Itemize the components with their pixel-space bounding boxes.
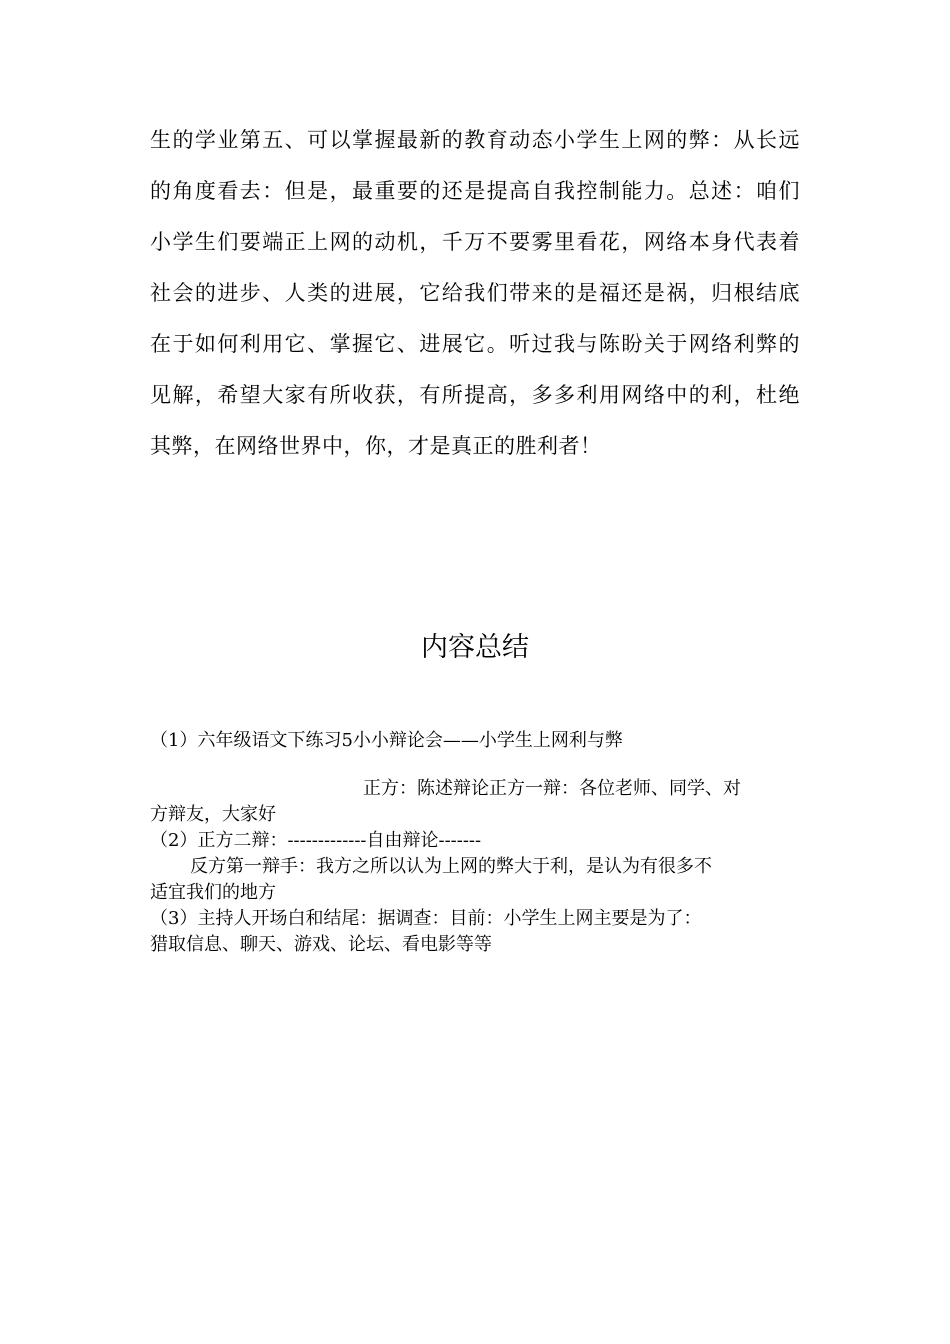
summary-item-2-detail: 反方第一辩手：我方之所以认为上网的弊大于利，是认为有很多不: [190, 856, 712, 877]
summary-item-3: （3）主持人开场白和结尾：据调查：目前：小学生上网主要是为了：: [150, 908, 702, 929]
summary-item-1: （1）六年级语文下练习5小小辩论会——小学生上网利与弊: [150, 730, 623, 751]
paragraph-line: 的角度看去：但是，最重要的还是提高自我控制能力。总述：咱们: [150, 179, 800, 203]
paragraph-line: 社会的进步、人类的进展，它给我们带来的是福还是祸，归根结底: [150, 281, 800, 305]
summary-item-2-detail-cont: 适宜我们的地方: [150, 882, 276, 903]
summary-item-2: （2）正方二辩：-------------自由辩论-------: [150, 830, 482, 851]
paragraph-line: 其弊，在网络世界中，你，才是真正的胜利者！: [150, 434, 602, 458]
paragraph-line: 见解，希望大家有所收获，有所提高，多多利用网络中的利，杜绝: [150, 383, 800, 407]
paragraph-line: 在于如何利用它、掌握它、进展它。听过我与陈盼关于网络利弊的: [150, 332, 800, 356]
summary-section: [150, 728, 800, 958]
body-paragraph: [150, 115, 800, 472]
summary-spacer: [150, 754, 800, 776]
summary-item-3-cont: 猎取信息、聊天、游戏、论坛、看电影等等: [150, 934, 492, 955]
section-title: 内容总结: [421, 632, 529, 663]
paragraph-line: 生的学业第五、可以掌握最新的教育动态小学生上网的弊：从长远: [150, 128, 800, 152]
summary-item-1-detail-cont: 方辩友，大家好: [150, 804, 276, 825]
summary-item-1-detail: 正方：陈述辩论正方一辩：各位老师、同学、对: [363, 778, 741, 799]
paragraph-line: 小学生们要端正上网的动机，千万不要雾里看花，网络本身代表着: [150, 230, 800, 254]
